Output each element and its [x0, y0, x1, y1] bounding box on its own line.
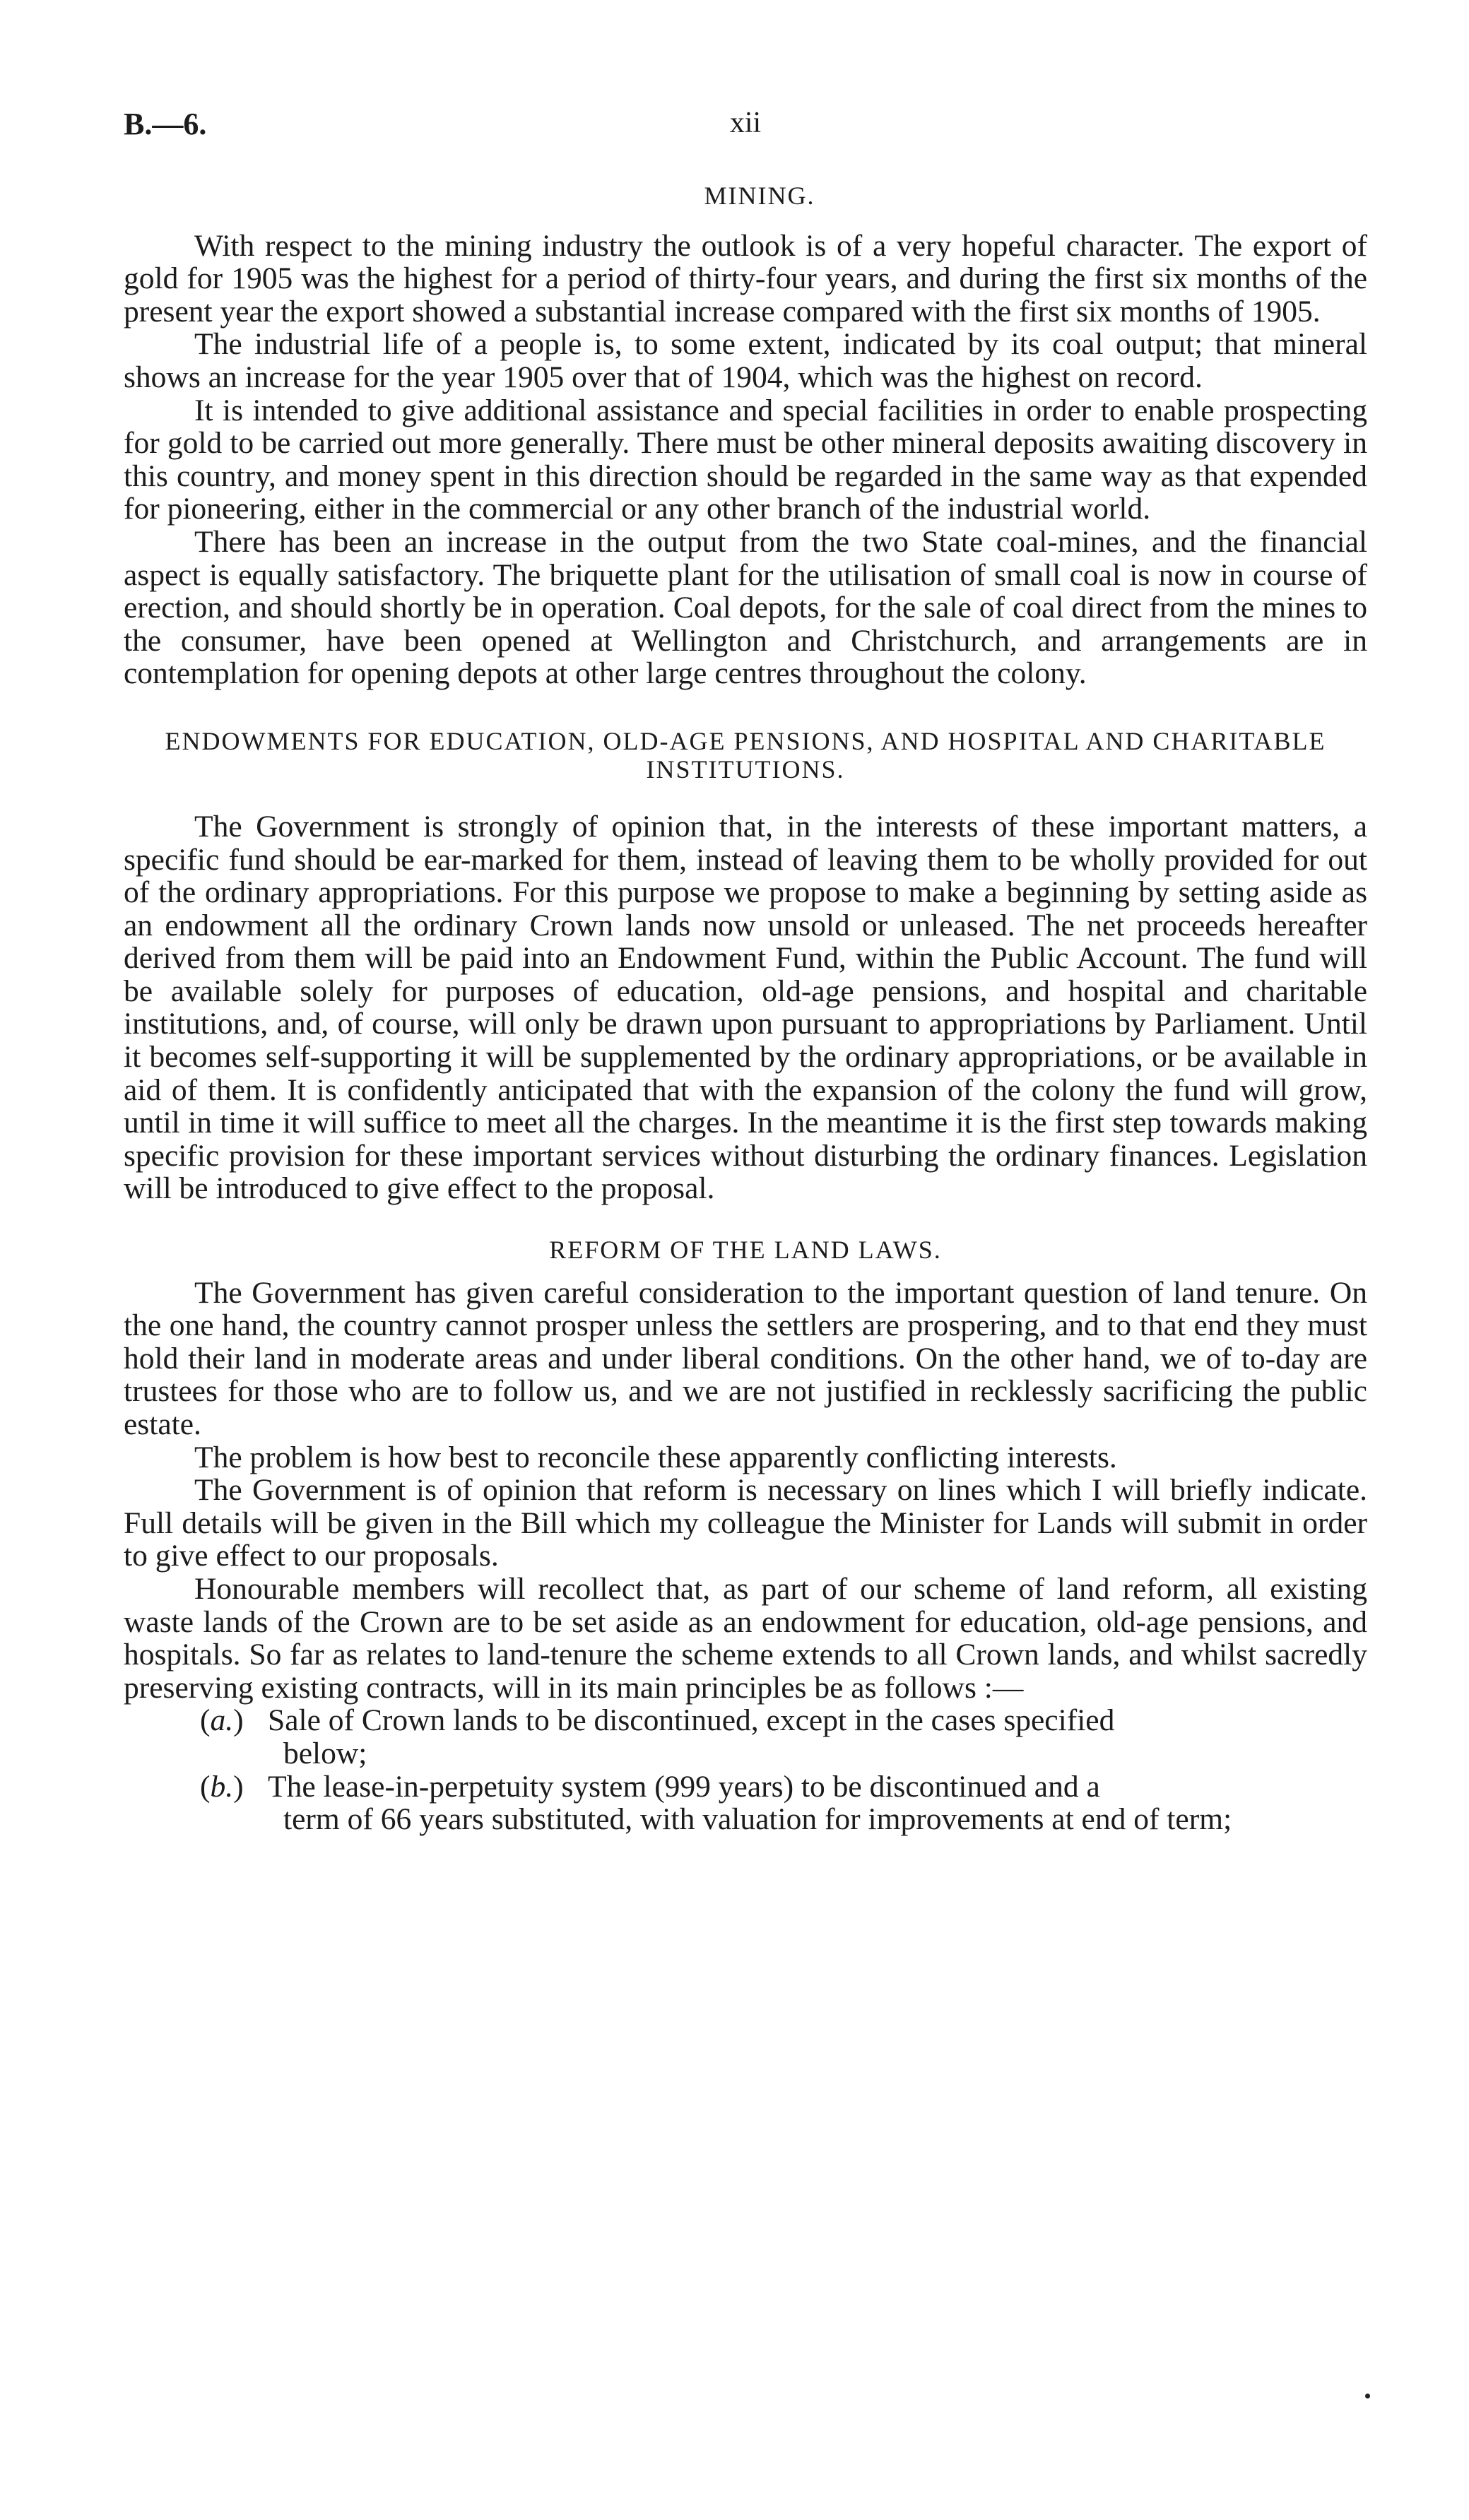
document-reference: B.—6. — [124, 107, 207, 141]
paragraph: Honourable members will recollect that, as part of our scheme of land reform, all existing waste lands of the Crown are to be set aside as an endowment for education, old-age pensions, and hospitals. So far as relates to land-tenure the scheme extends to all Crown lands, and whilst sacredly preserving existing contracts, will in its main principles be as follows :— — [124, 1571, 1367, 1705]
list-item-continuation: term of 66 years substituted, with valuation for improvements at end of term; — [283, 1802, 1232, 1837]
printer-mark — [1365, 2394, 1370, 2398]
list-item-text — [268, 1770, 1367, 1836]
paragraph: The Government is of opinion that reform is necessary on lines which I will briefly indicate. Full details will be given in the Bill which my colleague the Minister for Lands will submit in order to give effect to our proposals. — [124, 1473, 1367, 1573]
list-item-text — [268, 1704, 1367, 1770]
section-heading-land-laws: REFORM OF THE LAND LAWS. — [549, 1236, 942, 1265]
list-marker: (b.) — [200, 1769, 244, 1804]
list-item-first-line: The lease-in-perpetuity system (999 years) to be discontinued and a — [268, 1769, 1100, 1804]
page-content — [124, 179, 1367, 1836]
running-head — [124, 106, 1367, 148]
list-item — [200, 1704, 1367, 1770]
paragraph: The problem is how best to reconcile these apparently conflicting interests. — [194, 1440, 1117, 1474]
paragraph: It is intended to give additional assistance and special facilities in order to enable prospecting for gold to be carried out more generally. There must be other mineral deposits awaiting discovery in this country, and money spent in this direction should be regarded in the same way as that expended for pioneering, either in the commercial or any other branch of the industrial world. — [124, 393, 1367, 526]
paragraph: The Government is strongly of opinion that, in the interests of these important matters, a specific fund should be ear-marked for them, instead of leaving them to be wholly provided for out of the ordinary appropriations. For this purpose we propose to make a beginning by setting aside as an endowment all the ordinary Crown lands now unsold or unleased. The net proceeds hereafter derived from them will be paid into an Endowment Fund, within the Public Account. The fund will be available solely for purposes of education, old-age pensions, and hospital and charitable institutions, and, of course, will only be drawn upon pursuant to appropriations by Parliament. Until it becomes self-supporting it will be supplemented by the ordinary appropriations, or be available in aid of them. It is confidently anticipated that with the expansion of the colony the fund will grow, until in time it will suffice to meet all the charges. In the meantime it is the first step towards making specific provision for these important services without disturbing the ordinary finances. Legislation will be introduced to give effect to the proposal. — [124, 809, 1367, 1206]
list-item-continuation: below; — [283, 1736, 367, 1770]
paragraph: There has been an increase in the output from the two State coal-mines, and the financial aspect is equally satisfactory. The briquette plant for the utilisation of small coal is now in course of erection, and should shortly be in operation. Coal depots, for the sale of coal direct from the mines to the consumer, have been opened at Wellington and Christchurch, and arrangements are in contemplation for opening depots at other large centres throughout the colony. — [124, 524, 1367, 691]
paragraph: The Government has given careful consideration to the important question of land tenure. On the one hand, the country cannot prosper unless the settlers are prospering, and to that end they must hold their land in moderate areas and under liberal conditions. On the other hand, we of to-day are trustees for those who are to follow us, and we are not justified in recklessly sacrificing the public estate. — [124, 1275, 1367, 1441]
section-heading-endowments: ENDOWMENTS FOR EDUCATION, OLD-AGE PENSIONS, AND HOSPITAL AND CHARITABLE INSTITUTIONS. — [165, 726, 1326, 783]
paragraph: The industrial life of a people is, to some extent, indicated by its coal output; that mineral shows an increase for the year 1905 over that of 1904, which was the highest on record. — [124, 327, 1367, 394]
list-marker: (a.) — [200, 1703, 244, 1738]
list-item — [200, 1770, 1367, 1836]
list-item-first-line: Sale of Crown lands to be discontinued, except in the cases specified — [268, 1703, 1115, 1738]
paragraph: With respect to the mining industry the outlook is of a very hopeful character. The export of gold for 1905 was the highest for a period of thirty-four years, and during the first six months of the present year the export showed a substantial increase compared with the first six months of 1905. — [124, 228, 1367, 329]
land-reform-principles-list — [124, 1704, 1367, 1835]
section-heading-mining: MINING. — [704, 182, 815, 210]
page-number: xii — [729, 107, 762, 139]
